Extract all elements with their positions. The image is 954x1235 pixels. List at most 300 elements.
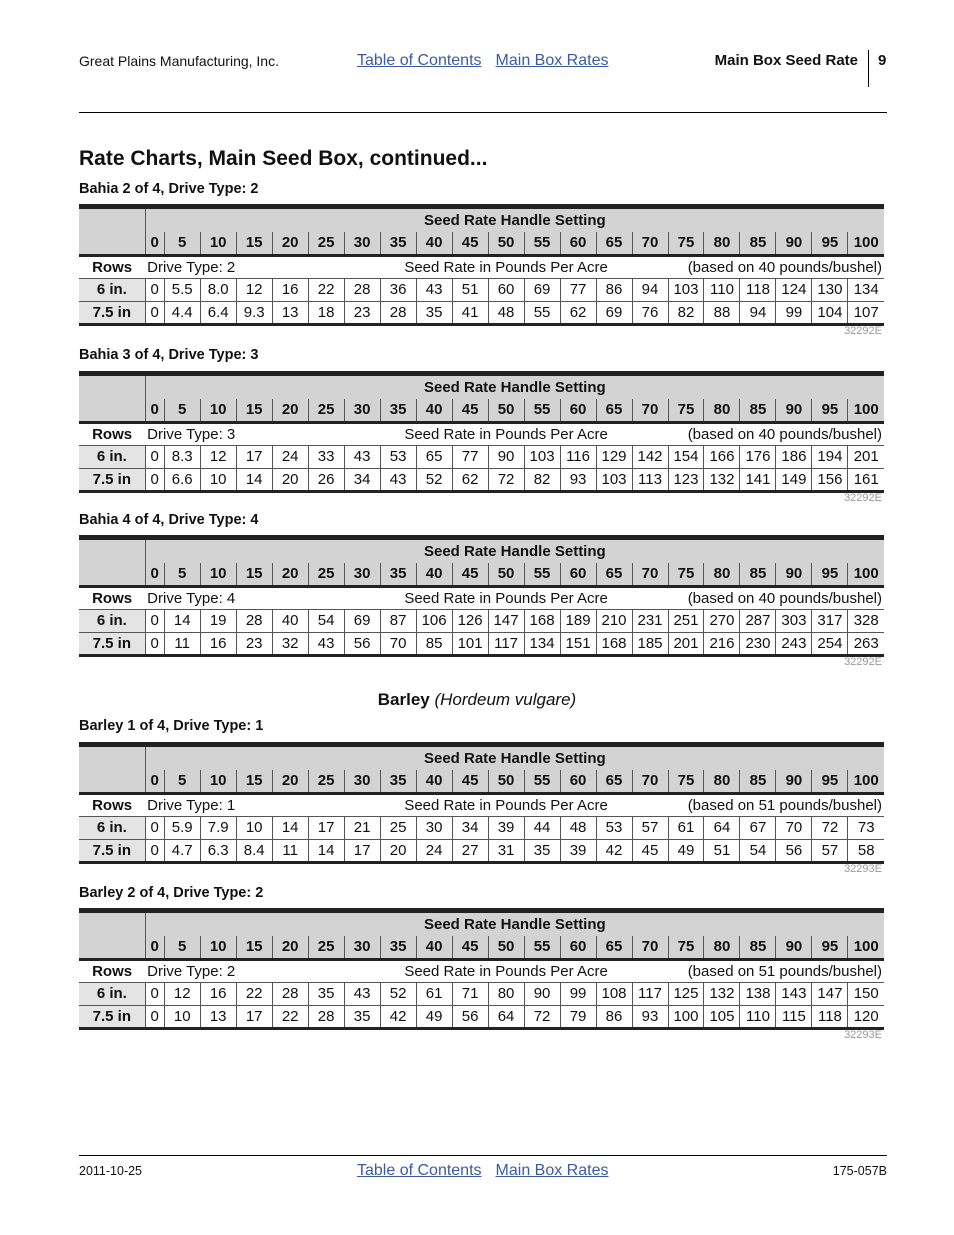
rate-value: 53 [380, 445, 416, 468]
rate-value: 88 [704, 301, 740, 324]
rate-label: Seed Rate in Pounds Per Acre [380, 959, 632, 982]
drive-type-label: Drive Type: 3 [145, 422, 380, 445]
setting-value: 65 [596, 563, 632, 586]
corner-cell [79, 563, 145, 586]
rate-value: 28 [272, 982, 308, 1005]
main-box-rates-link[interactable]: Main Box Rates [495, 1162, 609, 1179]
rate-value: 134 [524, 632, 560, 655]
rate-value: 9.3 [236, 301, 272, 324]
rate-value: 0 [145, 468, 164, 491]
rate-value: 32 [272, 632, 308, 655]
rate-value: 42 [380, 1005, 416, 1028]
setting-value: 80 [704, 936, 740, 959]
setting-value: 85 [740, 232, 776, 255]
rows-label: Rows [79, 793, 145, 816]
rate-value: 36 [380, 278, 416, 301]
setting-value: 65 [596, 936, 632, 959]
rate-value: 0 [145, 839, 164, 862]
rate-value: 94 [632, 278, 668, 301]
rate-value: 14 [164, 609, 200, 632]
rate-value: 51 [452, 278, 488, 301]
rate-value: 52 [380, 982, 416, 1005]
rate-value: 58 [848, 839, 884, 862]
rate-value: 25 [380, 816, 416, 839]
setting-value: 35 [380, 232, 416, 255]
rate-value: 11 [272, 839, 308, 862]
setting-value: 65 [596, 770, 632, 793]
rate-value: 14 [272, 816, 308, 839]
rate-value: 106 [416, 609, 452, 632]
setting-value: 45 [452, 399, 488, 422]
table-row [79, 468, 884, 491]
setting-value: 30 [344, 936, 380, 959]
row-spacing-label: 7.5 in [79, 1005, 145, 1028]
rate-value: 54 [308, 609, 344, 632]
setting-value: 20 [272, 399, 308, 422]
setting-value: 80 [704, 399, 740, 422]
rate-value: 35 [524, 839, 560, 862]
setting-value: 5 [164, 563, 200, 586]
rate-value: 103 [596, 468, 632, 491]
setting-value: 0 [145, 232, 164, 255]
table-of-contents-link[interactable]: Table of Contents [357, 52, 482, 69]
setting-value: 50 [488, 563, 524, 586]
rate-value: 108 [596, 982, 632, 1005]
table-row [79, 839, 884, 862]
rate-value: 107 [848, 301, 884, 324]
rate-value: 117 [488, 632, 524, 655]
corner-cell [79, 747, 145, 770]
row-spacing-label: 6 in. [79, 609, 145, 632]
rate-value: 57 [632, 816, 668, 839]
setting-value: 60 [560, 563, 596, 586]
setting-value: 25 [308, 399, 344, 422]
rate-value: 161 [848, 468, 884, 491]
setting-value: 0 [145, 770, 164, 793]
setting-value: 15 [236, 770, 272, 793]
rate-value: 134 [848, 278, 884, 301]
footer-rule [79, 1155, 887, 1156]
figure-id: 32293E [844, 1029, 882, 1041]
setting-value: 25 [308, 770, 344, 793]
rate-value: 16 [272, 278, 308, 301]
setting-value: 100 [848, 563, 884, 586]
setting-value: 55 [524, 770, 560, 793]
rate-value: 45 [632, 839, 668, 862]
rate-value: 31 [488, 839, 524, 862]
rate-value: 23 [236, 632, 272, 655]
rows-label: Rows [79, 959, 145, 982]
setting-value: 85 [740, 770, 776, 793]
setting-value: 25 [308, 232, 344, 255]
rate-value: 116 [560, 445, 596, 468]
rate-value: 154 [668, 445, 704, 468]
rate-value: 113 [632, 468, 668, 491]
rate-value: 60 [488, 278, 524, 301]
setting-value: 20 [272, 232, 308, 255]
rate-value: 8.0 [200, 278, 236, 301]
setting-value: 40 [416, 936, 452, 959]
rate-value: 149 [776, 468, 812, 491]
setting-header: Seed Rate Handle Setting [145, 540, 884, 563]
rate-value: 103 [668, 278, 704, 301]
row-spacing-label: 6 in. [79, 982, 145, 1005]
rate-value: 35 [344, 1005, 380, 1028]
setting-value: 5 [164, 936, 200, 959]
corner-cell [79, 913, 145, 936]
rate-value: 27 [452, 839, 488, 862]
rows-label: Rows [79, 422, 145, 445]
rate-value: 176 [740, 445, 776, 468]
rate-value: 0 [145, 445, 164, 468]
rate-value: 23 [344, 301, 380, 324]
setting-value: 100 [848, 770, 884, 793]
table-row [79, 445, 884, 468]
rate-label: Seed Rate in Pounds Per Acre [380, 255, 632, 278]
setting-value: 10 [200, 936, 236, 959]
rate-value: 210 [596, 609, 632, 632]
setting-value: 15 [236, 936, 272, 959]
rate-value: 34 [452, 816, 488, 839]
rate-value: 8.3 [164, 445, 200, 468]
rate-value: 0 [145, 816, 164, 839]
setting-value: 60 [560, 232, 596, 255]
rate-value: 189 [560, 609, 596, 632]
rate-value: 65 [416, 445, 452, 468]
rate-value: 151 [560, 632, 596, 655]
setting-value: 70 [632, 770, 668, 793]
rate-value: 52 [416, 468, 452, 491]
rate-value: 118 [812, 1005, 848, 1028]
rate-value: 10 [236, 816, 272, 839]
rate-value: 12 [164, 982, 200, 1005]
row-spacing-label: 6 in. [79, 816, 145, 839]
rate-value: 14 [236, 468, 272, 491]
rate-label: Seed Rate in Pounds Per Acre [380, 793, 632, 816]
rows-label: Rows [79, 586, 145, 609]
rate-value: 77 [560, 278, 596, 301]
corner-cell [79, 209, 145, 232]
rate-value: 13 [272, 301, 308, 324]
setting-value: 35 [380, 399, 416, 422]
rate-value: 30 [416, 816, 452, 839]
rate-value: 69 [596, 301, 632, 324]
setting-value: 45 [452, 563, 488, 586]
rate-value: 17 [344, 839, 380, 862]
rate-value: 143 [776, 982, 812, 1005]
rate-value: 17 [308, 816, 344, 839]
setting-value: 95 [812, 399, 848, 422]
rate-value: 132 [704, 982, 740, 1005]
rate-value: 138 [740, 982, 776, 1005]
setting-value: 10 [200, 563, 236, 586]
rate-value: 254 [812, 632, 848, 655]
rate-value: 142 [632, 445, 668, 468]
row-spacing-label: 7.5 in [79, 301, 145, 324]
setting-value: 50 [488, 936, 524, 959]
rate-value: 22 [236, 982, 272, 1005]
setting-value: 50 [488, 770, 524, 793]
setting-header: Seed Rate Handle Setting [145, 747, 884, 770]
row-spacing-label: 7.5 in [79, 468, 145, 491]
rate-value: 168 [596, 632, 632, 655]
row-spacing-label: 7.5 in [79, 632, 145, 655]
rate-value: 21 [344, 816, 380, 839]
rate-value: 86 [596, 278, 632, 301]
rate-value: 156 [812, 468, 848, 491]
setting-value: 45 [452, 770, 488, 793]
rate-value: 70 [776, 816, 812, 839]
rate-value: 34 [344, 468, 380, 491]
rate-value: 86 [596, 1005, 632, 1028]
rate-value: 64 [704, 816, 740, 839]
rate-value: 185 [632, 632, 668, 655]
setting-value: 75 [668, 399, 704, 422]
setting-value: 70 [632, 232, 668, 255]
rate-value: 53 [596, 816, 632, 839]
setting-value: 25 [308, 563, 344, 586]
rate-value: 43 [344, 982, 380, 1005]
main-box-rates-link[interactable]: Main Box Rates [495, 52, 609, 69]
rate-value: 263 [848, 632, 884, 655]
setting-header: Seed Rate Handle Setting [145, 209, 884, 232]
setting-value: 15 [236, 399, 272, 422]
table-title: Bahia 4 of 4, Drive Type: 4 [79, 512, 259, 528]
rate-value: 287 [740, 609, 776, 632]
rate-value: 33 [308, 445, 344, 468]
setting-value: 60 [560, 770, 596, 793]
setting-value: 25 [308, 936, 344, 959]
rate-value: 125 [668, 982, 704, 1005]
rate-value: 110 [740, 1005, 776, 1028]
rate-value: 90 [524, 982, 560, 1005]
page-number: 9 [878, 52, 887, 69]
drive-type-label: Drive Type: 2 [145, 255, 380, 278]
rate-value: 19 [200, 609, 236, 632]
rate-value: 69 [344, 609, 380, 632]
rate-value: 5.9 [164, 816, 200, 839]
table-title: Bahia 3 of 4, Drive Type: 3 [79, 347, 259, 363]
setting-value: 100 [848, 232, 884, 255]
rate-value: 6.3 [200, 839, 236, 862]
table-title: Barley 2 of 4, Drive Type: 2 [79, 885, 264, 901]
rate-value: 87 [380, 609, 416, 632]
rate-value: 0 [145, 632, 164, 655]
rate-value: 104 [812, 301, 848, 324]
setting-value: 20 [272, 936, 308, 959]
setting-value: 10 [200, 770, 236, 793]
footer-date: 2011-10-25 [79, 1164, 143, 1178]
company-name: Great Plains Manufacturing, Inc. [79, 53, 279, 69]
seed-rate-table [79, 535, 884, 657]
rate-value: 71 [452, 982, 488, 1005]
rate-value: 14 [308, 839, 344, 862]
rate-value: 79 [560, 1005, 596, 1028]
rate-value: 41 [452, 301, 488, 324]
rate-value: 130 [812, 278, 848, 301]
rate-value: 28 [236, 609, 272, 632]
rate-value: 42 [596, 839, 632, 862]
setting-value: 50 [488, 232, 524, 255]
rate-value: 22 [308, 278, 344, 301]
rate-value: 168 [524, 609, 560, 632]
rate-value: 231 [632, 609, 668, 632]
rate-value: 55 [524, 301, 560, 324]
rate-value: 251 [668, 609, 704, 632]
rate-value: 28 [380, 301, 416, 324]
rate-value: 216 [704, 632, 740, 655]
figure-id: 32293E [844, 863, 882, 875]
table-row [79, 982, 884, 1005]
table-of-contents-link[interactable]: Table of Contents [357, 1162, 482, 1179]
seed-rate-table [79, 908, 884, 1030]
table-title: Bahia 2 of 4, Drive Type: 2 [79, 181, 259, 197]
basis-label: (based on 40 pounds/bushel) [632, 255, 884, 278]
setting-value: 90 [776, 232, 812, 255]
rate-value: 147 [488, 609, 524, 632]
rate-value: 18 [308, 301, 344, 324]
header-links [357, 52, 622, 70]
seed-rate-table [79, 204, 884, 326]
rate-value: 99 [560, 982, 596, 1005]
corner-cell [79, 936, 145, 959]
rate-value: 56 [452, 1005, 488, 1028]
table-row [79, 609, 884, 632]
setting-value: 100 [848, 936, 884, 959]
footer-links [357, 1162, 622, 1180]
rate-value: 93 [560, 468, 596, 491]
rate-value: 13 [200, 1005, 236, 1028]
setting-value: 75 [668, 936, 704, 959]
rate-value: 48 [488, 301, 524, 324]
table-row [79, 632, 884, 655]
setting-value: 5 [164, 770, 200, 793]
rate-value: 62 [452, 468, 488, 491]
rate-value: 0 [145, 609, 164, 632]
species-heading [0, 690, 954, 710]
drive-type-label: Drive Type: 1 [145, 793, 380, 816]
corner-cell [79, 232, 145, 255]
rate-value: 4.7 [164, 839, 200, 862]
setting-value: 60 [560, 936, 596, 959]
corner-cell [79, 376, 145, 399]
setting-value: 95 [812, 232, 848, 255]
table-row [79, 301, 884, 324]
rate-value: 64 [488, 1005, 524, 1028]
rate-value: 117 [632, 982, 668, 1005]
seed-rate-table [79, 742, 884, 864]
rate-value: 103 [524, 445, 560, 468]
setting-value: 20 [272, 563, 308, 586]
setting-value: 30 [344, 770, 380, 793]
rate-value: 11 [164, 632, 200, 655]
rate-value: 201 [848, 445, 884, 468]
rate-value: 147 [812, 982, 848, 1005]
rate-value: 43 [380, 468, 416, 491]
rate-value: 100 [668, 1005, 704, 1028]
rate-value: 61 [668, 816, 704, 839]
rate-value: 57 [812, 839, 848, 862]
table-row [79, 1005, 884, 1028]
rate-value: 10 [164, 1005, 200, 1028]
rate-value: 7.9 [200, 816, 236, 839]
rate-value: 99 [776, 301, 812, 324]
setting-value: 100 [848, 399, 884, 422]
setting-value: 90 [776, 563, 812, 586]
rate-value: 69 [524, 278, 560, 301]
rate-label: Seed Rate in Pounds Per Acre [380, 422, 632, 445]
setting-value: 30 [344, 232, 380, 255]
rate-value: 80 [488, 982, 524, 1005]
rate-value: 40 [272, 609, 308, 632]
rate-value: 93 [632, 1005, 668, 1028]
rate-value: 166 [704, 445, 740, 468]
table-title: Barley 1 of 4, Drive Type: 1 [79, 718, 264, 734]
setting-value: 85 [740, 936, 776, 959]
rate-value: 141 [740, 468, 776, 491]
rate-value: 120 [848, 1005, 884, 1028]
rate-value: 0 [145, 278, 164, 301]
rate-value: 28 [344, 278, 380, 301]
rows-label: Rows [79, 255, 145, 278]
rate-value: 270 [704, 609, 740, 632]
rate-value: 72 [812, 816, 848, 839]
setting-value: 40 [416, 770, 452, 793]
rate-value: 17 [236, 445, 272, 468]
rate-value: 94 [740, 301, 776, 324]
header-divider [868, 50, 869, 87]
rate-value: 62 [560, 301, 596, 324]
setting-value: 75 [668, 232, 704, 255]
rate-value: 85 [416, 632, 452, 655]
figure-id: 32292E [844, 492, 882, 504]
rate-value: 4.4 [164, 301, 200, 324]
rate-value: 150 [848, 982, 884, 1005]
rate-value: 39 [560, 839, 596, 862]
rate-value: 16 [200, 632, 236, 655]
rate-value: 118 [740, 278, 776, 301]
setting-value: 75 [668, 770, 704, 793]
rate-value: 6.4 [200, 301, 236, 324]
basis-label: (based on 40 pounds/bushel) [632, 586, 884, 609]
rate-value: 194 [812, 445, 848, 468]
setting-value: 95 [812, 936, 848, 959]
rate-value: 72 [524, 1005, 560, 1028]
rate-value: 16 [200, 982, 236, 1005]
basis-label: (based on 51 pounds/bushel) [632, 793, 884, 816]
setting-value: 65 [596, 232, 632, 255]
rate-value: 28 [308, 1005, 344, 1028]
seed-rate-table [79, 371, 884, 493]
setting-value: 95 [812, 563, 848, 586]
setting-value: 95 [812, 770, 848, 793]
rate-value: 54 [740, 839, 776, 862]
rate-value: 0 [145, 982, 164, 1005]
rate-value: 24 [416, 839, 452, 862]
table-row [79, 816, 884, 839]
setting-value: 85 [740, 563, 776, 586]
rate-value: 61 [416, 982, 452, 1005]
setting-value: 90 [776, 936, 812, 959]
species-name: Barley [377, 690, 430, 709]
rate-value: 101 [452, 632, 488, 655]
setting-value: 75 [668, 563, 704, 586]
rate-value: 5.5 [164, 278, 200, 301]
setting-value: 55 [524, 399, 560, 422]
setting-header: Seed Rate Handle Setting [145, 376, 884, 399]
setting-value: 90 [776, 770, 812, 793]
setting-value: 40 [416, 399, 452, 422]
